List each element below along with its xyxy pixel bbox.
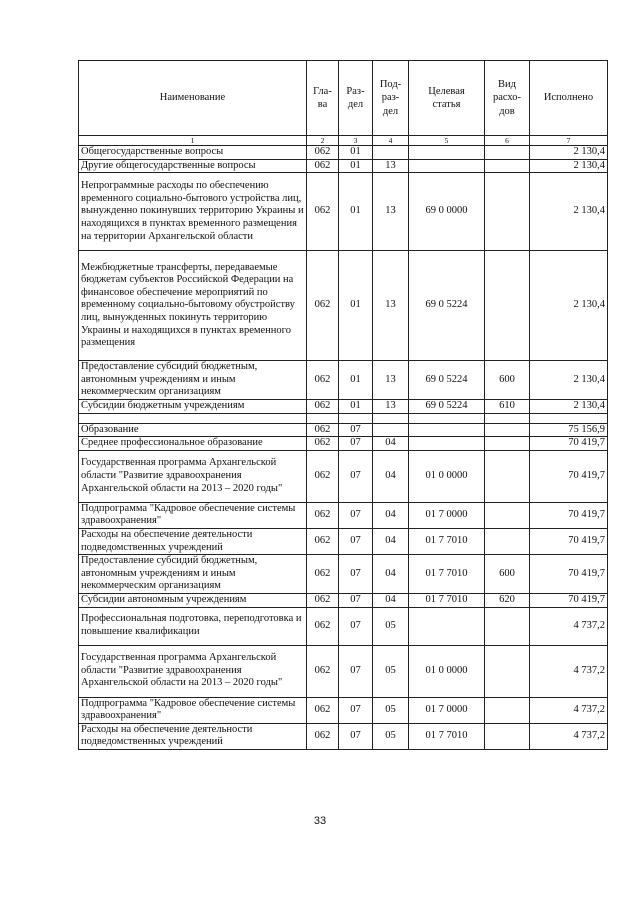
budget-table (78, 60, 608, 750)
column-number-row (79, 136, 608, 146)
cell-glava: 062 (307, 361, 339, 400)
cell-vid (485, 437, 530, 451)
cell-executed: 4 737,2 (530, 697, 608, 723)
cell-target (409, 423, 485, 437)
cell-podrazdel (373, 146, 409, 160)
cell-glava: 062 (307, 502, 339, 528)
cell-name: Общегосударственные вопросы (79, 146, 307, 160)
cell-executed: 4 737,2 (530, 723, 608, 749)
cell-vid (485, 502, 530, 528)
cell-vid (485, 146, 530, 160)
cell-podrazdel: 05 (373, 723, 409, 749)
cell-target: 01 7 0000 (409, 502, 485, 528)
cell-name: Другие общегосударственные вопросы (79, 159, 307, 173)
cell-glava: 062 (307, 528, 339, 554)
table-row (79, 159, 608, 173)
cell-name: Профессиональная подготовка, переподготовка и повышение квалификации (79, 607, 307, 645)
cell-vid (485, 607, 530, 645)
cell-podrazdel: 13 (373, 361, 409, 400)
cell-vid (485, 413, 530, 423)
table-row (79, 697, 608, 723)
cell-vid: 620 (485, 593, 530, 607)
cell-vid: 600 (485, 555, 530, 594)
cell-executed: 2 130,4 (530, 251, 608, 361)
cell-razdel: 07 (339, 555, 373, 594)
cell-target: 01 0 0000 (409, 645, 485, 697)
cell-target: 69 0 5224 (409, 361, 485, 400)
cell-name: Государственная программа Архангельской области "Развитие здравоохранения Архангельской области на 2013 – 2020 годы" (79, 645, 307, 697)
cell-vid: 600 (485, 361, 530, 400)
cell-vid (485, 173, 530, 251)
cell-podrazdel: 04 (373, 437, 409, 451)
cell-vid (485, 159, 530, 173)
table-row (79, 251, 608, 361)
cell-podrazdel: 04 (373, 555, 409, 594)
cell-name: Государственная программа Архангельской области "Развитие здравоохранения Архангельской области на 2013 – 2020 годы" (79, 450, 307, 502)
cell-executed: 70 419,7 (530, 450, 608, 502)
cell-target (409, 437, 485, 451)
table-body (79, 146, 608, 750)
cell-executed: 2 130,4 (530, 399, 608, 413)
cell-podrazdel: 04 (373, 502, 409, 528)
cell-razdel: 07 (339, 723, 373, 749)
table-row (79, 450, 608, 502)
cell-name: Образование (79, 423, 307, 437)
cell-executed: 2 130,4 (530, 159, 608, 173)
table-row (79, 502, 608, 528)
page-number: 33 (313, 815, 327, 827)
cell-name: Подпрограмма "Кадровое обеспечение системы здравоохранения" (79, 502, 307, 528)
cell-razdel: 07 (339, 645, 373, 697)
cell-name: Межбюджетные трансферты, передаваемые бюджетам субъектов Российской Федерации на финансовое обеспечение мероприятий по временному социально-бытовому обустройству лиц, вынужденных покинуть территорию Украины и находящихся в пунктах временного размещения (79, 251, 307, 361)
cell-razdel (339, 413, 373, 423)
cell-executed: 70 419,7 (530, 593, 608, 607)
cell-vid (485, 528, 530, 554)
cell-razdel: 07 (339, 593, 373, 607)
cell-glava: 062 (307, 593, 339, 607)
cell-razdel: 01 (339, 361, 373, 400)
cell-razdel: 07 (339, 437, 373, 451)
cell-target: 01 7 7010 (409, 528, 485, 554)
column-number: 7 (530, 136, 608, 146)
cell-name: Расходы на обеспечение деятельности подведомственных учреждений (79, 528, 307, 554)
cell-executed: 2 130,4 (530, 361, 608, 400)
table-row (79, 645, 608, 697)
cell-razdel: 07 (339, 607, 373, 645)
cell-podrazdel: 04 (373, 593, 409, 607)
cell-podrazdel: 13 (373, 399, 409, 413)
cell-podrazdel: 13 (373, 173, 409, 251)
cell-executed: 2 130,4 (530, 173, 608, 251)
cell-target (409, 159, 485, 173)
cell-glava: 062 (307, 645, 339, 697)
cell-target: 01 7 7010 (409, 723, 485, 749)
cell-razdel: 01 (339, 251, 373, 361)
cell-glava (307, 413, 339, 423)
column-number: 5 (409, 136, 485, 146)
cell-glava: 062 (307, 723, 339, 749)
table-row (79, 593, 608, 607)
cell-razdel: 07 (339, 697, 373, 723)
cell-name (79, 413, 307, 423)
cell-vid (485, 723, 530, 749)
cell-podrazdel: 05 (373, 645, 409, 697)
cell-podrazdel: 05 (373, 607, 409, 645)
cell-target: 69 0 5224 (409, 399, 485, 413)
cell-executed: 70 419,7 (530, 502, 608, 528)
cell-podrazdel: 04 (373, 528, 409, 554)
cell-name: Субсидии автономным учреждениям (79, 593, 307, 607)
cell-glava: 062 (307, 251, 339, 361)
cell-glava: 062 (307, 399, 339, 413)
column-number: 6 (485, 136, 530, 146)
cell-target: 69 0 0000 (409, 173, 485, 251)
cell-executed: 70 419,7 (530, 437, 608, 451)
column-number: 3 (339, 136, 373, 146)
cell-glava: 062 (307, 607, 339, 645)
cell-name: Среднее профессиональное образование (79, 437, 307, 451)
cell-glava: 062 (307, 173, 339, 251)
cell-glava: 062 (307, 437, 339, 451)
header-target: Целевая статья (409, 61, 485, 136)
table-row (79, 173, 608, 251)
cell-podrazdel (373, 413, 409, 423)
table-row (79, 399, 608, 413)
cell-target: 01 0 0000 (409, 450, 485, 502)
cell-executed: 4 737,2 (530, 607, 608, 645)
column-number: 4 (373, 136, 409, 146)
cell-name: Расходы на обеспечение деятельности подведомственных учреждений (79, 723, 307, 749)
table-row (79, 413, 608, 423)
table-row (79, 361, 608, 400)
table-row (79, 146, 608, 160)
cell-vid: 610 (485, 399, 530, 413)
cell-target (409, 413, 485, 423)
cell-name: Субсидии бюджетным учреждениям (79, 399, 307, 413)
cell-podrazdel: 04 (373, 450, 409, 502)
header-podrazdel: Под- раз- дел (373, 61, 409, 136)
cell-razdel: 07 (339, 502, 373, 528)
cell-name: Подпрограмма "Кадровое обеспечение системы здравоохранения" (79, 697, 307, 723)
cell-glava: 062 (307, 159, 339, 173)
cell-executed: 2 130,4 (530, 146, 608, 160)
table-row (79, 723, 608, 749)
column-number: 2 (307, 136, 339, 146)
cell-razdel: 07 (339, 528, 373, 554)
table-row (79, 437, 608, 451)
cell-vid (485, 251, 530, 361)
header-executed: Исполнено (530, 61, 608, 136)
cell-target: 01 7 7010 (409, 555, 485, 594)
cell-glava: 062 (307, 450, 339, 502)
cell-name: Предоставление субсидий бюджетным, автономным учреждениям и иным некоммерческим организациям (79, 555, 307, 594)
header-vid: Вид расхо- дов (485, 61, 530, 136)
header-row (79, 61, 608, 136)
cell-razdel: 07 (339, 450, 373, 502)
cell-name: Предоставление субсидий бюджетным, автономным учреждениям и иным некоммерческим организациям (79, 361, 307, 400)
cell-executed: 4 737,2 (530, 645, 608, 697)
cell-vid (485, 645, 530, 697)
cell-podrazdel: 13 (373, 251, 409, 361)
cell-razdel: 07 (339, 423, 373, 437)
header-glava: Гла- ва (307, 61, 339, 136)
cell-podrazdel: 05 (373, 697, 409, 723)
cell-target (409, 607, 485, 645)
cell-razdel: 01 (339, 399, 373, 413)
cell-target: 01 7 7010 (409, 593, 485, 607)
table-row (79, 528, 608, 554)
cell-podrazdel: 13 (373, 159, 409, 173)
cell-glava: 062 (307, 423, 339, 437)
cell-podrazdel (373, 423, 409, 437)
cell-vid (485, 697, 530, 723)
cell-executed: 70 419,7 (530, 555, 608, 594)
cell-glava: 062 (307, 697, 339, 723)
cell-razdel: 01 (339, 146, 373, 160)
cell-executed (530, 413, 608, 423)
cell-target: 01 7 0000 (409, 697, 485, 723)
header-name: Наименование (79, 61, 307, 136)
cell-target (409, 146, 485, 160)
cell-target: 69 0 5224 (409, 251, 485, 361)
cell-name: Непрограммные расходы по обеспечению временного социально-бытового устройства лиц, вынужденно покинувших территорию Украины и находящихся в пунктах временного размещения на территории Архангельской области (79, 173, 307, 251)
table-row (79, 607, 608, 645)
cell-razdel: 01 (339, 159, 373, 173)
table-row (79, 555, 608, 594)
cell-razdel: 01 (339, 173, 373, 251)
cell-glava: 062 (307, 146, 339, 160)
cell-executed: 75 156,9 (530, 423, 608, 437)
header-razdel: Раз- дел (339, 61, 373, 136)
cell-glava: 062 (307, 555, 339, 594)
table-row (79, 423, 608, 437)
column-number: 1 (79, 136, 307, 146)
cell-vid (485, 423, 530, 437)
cell-vid (485, 450, 530, 502)
cell-executed: 70 419,7 (530, 528, 608, 554)
